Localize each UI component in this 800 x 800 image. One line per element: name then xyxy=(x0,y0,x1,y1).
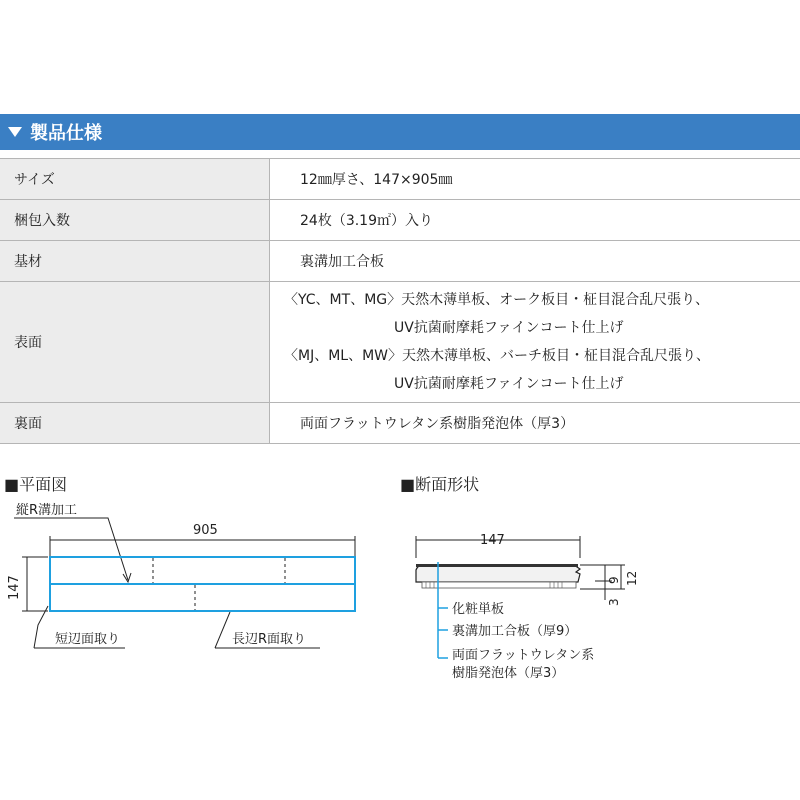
triangle-down-icon xyxy=(8,127,22,137)
layer-foam-label-2: 樹脂発泡体（厚3） xyxy=(452,666,565,681)
plan-width-label: 905 xyxy=(193,523,218,538)
spec-row-size xyxy=(0,159,800,200)
plan-height-label: 147 xyxy=(7,575,22,600)
long-edge-label: 長辺R面取り xyxy=(232,632,307,647)
surface-line-3: 〈MJ、ML、MW〉天然木薄単板、バーチ板目・柾目混合乱尺張り、 xyxy=(284,348,711,364)
spec-value: 24枚（3.19㎡）入り xyxy=(270,200,800,241)
spec-label: 表面 xyxy=(0,282,270,403)
spec-label: 梱包入数 xyxy=(0,200,270,241)
spec-row-surface xyxy=(0,282,800,403)
short-edge-label: 短辺面取り xyxy=(55,632,121,647)
surface-line-1: 〈YC、MT、MG〉天然木薄単板、オーク板目・柾目混合乱尺張り、 xyxy=(284,292,710,308)
spec-value: 裏溝加工合板 xyxy=(270,241,800,282)
section-board-body xyxy=(416,565,580,582)
plan-title: ■平面図 xyxy=(4,475,68,494)
long-edge-leader xyxy=(215,612,230,648)
spec-label: 基材 xyxy=(0,241,270,282)
section-foam-backing xyxy=(422,582,576,588)
spec-table xyxy=(0,158,800,444)
dim-9-label: 9 xyxy=(607,576,621,584)
layer-plywood-label: 裏溝加工合板（厚9） xyxy=(452,624,578,639)
layer-veneer-label: 化粧単板 xyxy=(452,602,505,617)
layer-foam-label-1: 両面フラットウレタン系 xyxy=(452,648,595,663)
spec-header-title: 製品仕様 xyxy=(30,123,102,144)
spec-label: サイズ xyxy=(0,159,270,200)
surface-line-2: UV抗菌耐摩耗ファインコート仕上げ xyxy=(394,320,624,336)
spec-value xyxy=(270,282,800,403)
spec-header xyxy=(0,114,800,150)
section-width-label: 147 xyxy=(480,533,505,548)
spec-row-quantity xyxy=(0,200,800,241)
spec-row-base xyxy=(0,241,800,282)
section-drawing xyxy=(400,520,800,690)
spec-row-back xyxy=(0,403,800,444)
section-title: ■断面形状 xyxy=(400,475,480,494)
groove-leader-line xyxy=(14,518,128,580)
surface-line-4: UV抗菌耐摩耗ファインコート仕上げ xyxy=(394,376,624,392)
groove-label: 縦R溝加工 xyxy=(16,503,78,518)
spec-value: 12㎜厚さ、147×905㎜ xyxy=(270,159,800,200)
section-face-veneer xyxy=(416,564,578,567)
dim-3-label: 3 xyxy=(607,598,621,606)
short-edge-leader xyxy=(34,606,48,648)
dim-12-label: 12 xyxy=(625,570,639,586)
plan-drawing xyxy=(0,500,400,660)
spec-label: 裏面 xyxy=(0,403,270,444)
spec-value: 両面フラットウレタン系樹脂発泡体（厚3） xyxy=(270,403,800,444)
